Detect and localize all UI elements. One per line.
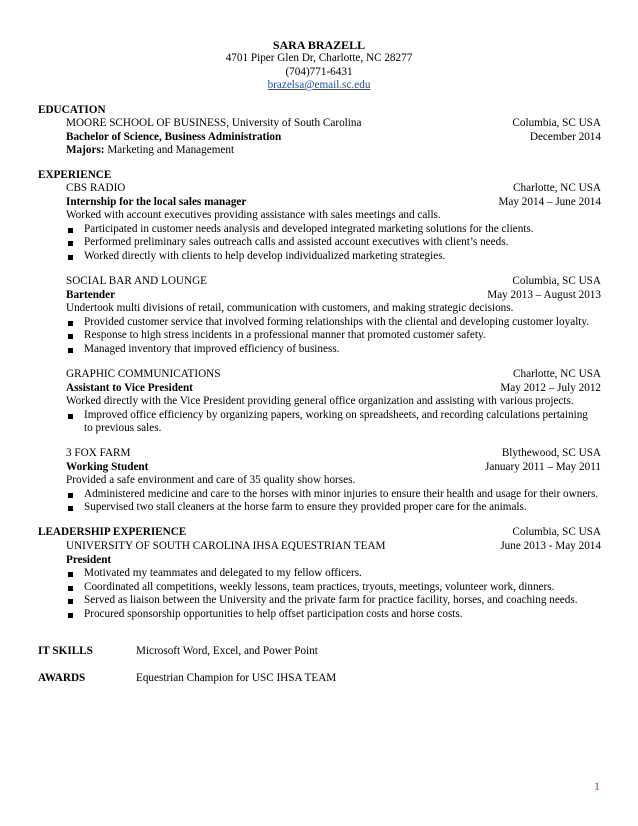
education-date: December 2014: [529, 130, 601, 143]
job-bullet: Supervised two stall cleaners at the horse farm to ensure they provided proper care for the animals.: [66, 501, 601, 515]
job-location: Columbia, SC USA: [512, 275, 601, 287]
job-title: Assistant to Vice President: [66, 381, 193, 394]
it-skills-label: IT SKILLS: [38, 645, 93, 657]
education-location: Columbia, SC USA: [512, 117, 601, 129]
job-bullet: Managed inventory that improved efficiency of business.: [66, 343, 601, 357]
job-summary: Provided a safe environment and care of 35 quality show horses.: [66, 474, 356, 487]
leadership-bullet: Coordinated all competitions, weekly lessons, team practices, tryouts, meetings, volunteer work, dinners.: [66, 581, 601, 595]
bullet-icon: [68, 572, 73, 577]
job-bullet: Worked directly with clients to help develop individualized marketing strategies.: [66, 250, 601, 264]
majors-label: Majors:: [66, 144, 105, 157]
job-title: Bartender: [66, 288, 116, 301]
awards-value: Equestrian Champion for USC IHSA TEAM: [136, 672, 337, 684]
leadership-location: Columbia, SC USA: [512, 526, 601, 538]
education-block: [66, 117, 601, 158]
address: 4701 Piper Glen Dr, Charlotte, NC 28277: [225, 52, 413, 64]
job-bullet: Participated in customer needs analysis and developed integrated marketing solutions for the clients.: [66, 223, 601, 237]
job-summary: Worked directly with the Vice President providing general office organization and assisting with various projects.: [66, 395, 574, 408]
bullet-icon: [68, 586, 73, 591]
bullet-icon: [68, 334, 73, 339]
leadership-bullet: Motivated my teammates and delegated to my fellow officers.: [66, 567, 601, 581]
leadership-bullet: Served as liaison between the University and the private farm for practice facility, horses, and coaching needs.: [66, 594, 601, 608]
job-location: Charlotte, NC USA: [513, 182, 601, 194]
job-entry: [66, 182, 601, 264]
job-org: CBS RADIO: [66, 182, 126, 194]
awards-label: AWARDS: [38, 672, 86, 684]
job-dates: May 2014 – June 2014: [498, 195, 601, 208]
candidate-name: SARA BRAZELL: [272, 38, 366, 52]
job-bullet: Administered medicine and care to the horses with minor injuries to ensure their health and usage for their owners.: [66, 488, 601, 502]
job-bullet: Performed preliminary sales outreach calls and assisted account executives with client’s needs.: [66, 236, 601, 250]
education-school: MOORE SCHOOL OF BUSINESS, University of South Carolina: [66, 117, 362, 129]
it-skills-value: Microsoft Word, Excel, and Power Point: [136, 645, 318, 657]
leadership-heading: LEADERSHIP EXPERIENCE: [38, 526, 187, 538]
leadership-title: President: [66, 553, 112, 566]
job-entry: [66, 275, 601, 357]
job-bullet: Response to high stress incidents in a professional manner that promoted customer safety.: [66, 329, 601, 343]
job-summary: Worked with account executives providing assistance with sales meetings and calls.: [66, 209, 441, 222]
bullet-icon: [68, 493, 73, 498]
leadership-dates: June 2013 - May 2014: [500, 540, 601, 552]
leadership-entry: [66, 540, 601, 622]
job-summary: Undertook multi divisions of retail, communication with customers, and making strategic decisions.: [66, 302, 514, 315]
leadership-block: [38, 526, 601, 540]
education-heading: EDUCATION: [38, 104, 106, 116]
bullet-icon: [68, 348, 73, 353]
bullet-icon: [68, 321, 73, 326]
job-bullet: Provided customer service that involved forming relationships with the cliental and developing customer loyalty.: [66, 316, 601, 330]
job-dates: May 2013 – August 2013: [487, 288, 601, 301]
bullet-icon: [68, 228, 73, 233]
bullet-icon: [68, 506, 73, 511]
bullet-icon: [68, 613, 73, 618]
job-bullet: Improved office efficiency by organizing papers, working on spreadsheets, and recording calculations pertaining: [66, 409, 601, 423]
job-dates: May 2012 – July 2012: [500, 381, 601, 394]
job-bullet-continued: to previous sales.: [84, 422, 162, 435]
bullet-icon: [68, 255, 73, 260]
leadership-org: UNIVERSITY OF SOUTH CAROLINA IHSA EQUESTRIAN TEAM: [66, 540, 386, 552]
job-entry: [66, 447, 601, 515]
job-org: SOCIAL BAR AND LOUNGE: [66, 275, 207, 287]
job-title: Working Student: [66, 460, 149, 473]
job-dates: January 2011 – May 2011: [485, 460, 601, 473]
bullet-icon: [68, 599, 73, 604]
email-link[interactable]: brazelsa@email.sc.edu: [267, 79, 371, 91]
job-location: Charlotte, NC USA: [513, 368, 601, 380]
job-location: Blythewood, SC USA: [501, 447, 601, 459]
job-org: GRAPHIC COMMUNICATIONS: [66, 368, 221, 380]
page-number: 1: [594, 779, 600, 793]
bullet-icon: [68, 414, 73, 419]
bullet-icon: [68, 241, 73, 246]
job-entry: [66, 368, 601, 436]
education-degree: Bachelor of Science, Business Administration: [66, 130, 282, 143]
leadership-bullet: Procured sponsorship opportunities to help offset participation costs and horse costs.: [66, 608, 601, 622]
job-title: Internship for the local sales manager: [66, 195, 247, 208]
resume-header: [0, 38, 638, 93]
job-org: 3 FOX FARM: [66, 447, 131, 459]
phone: (704)771-6431: [285, 65, 353, 78]
experience-heading: EXPERIENCE: [38, 169, 112, 181]
majors-value: Marketing and Management: [104, 144, 235, 157]
